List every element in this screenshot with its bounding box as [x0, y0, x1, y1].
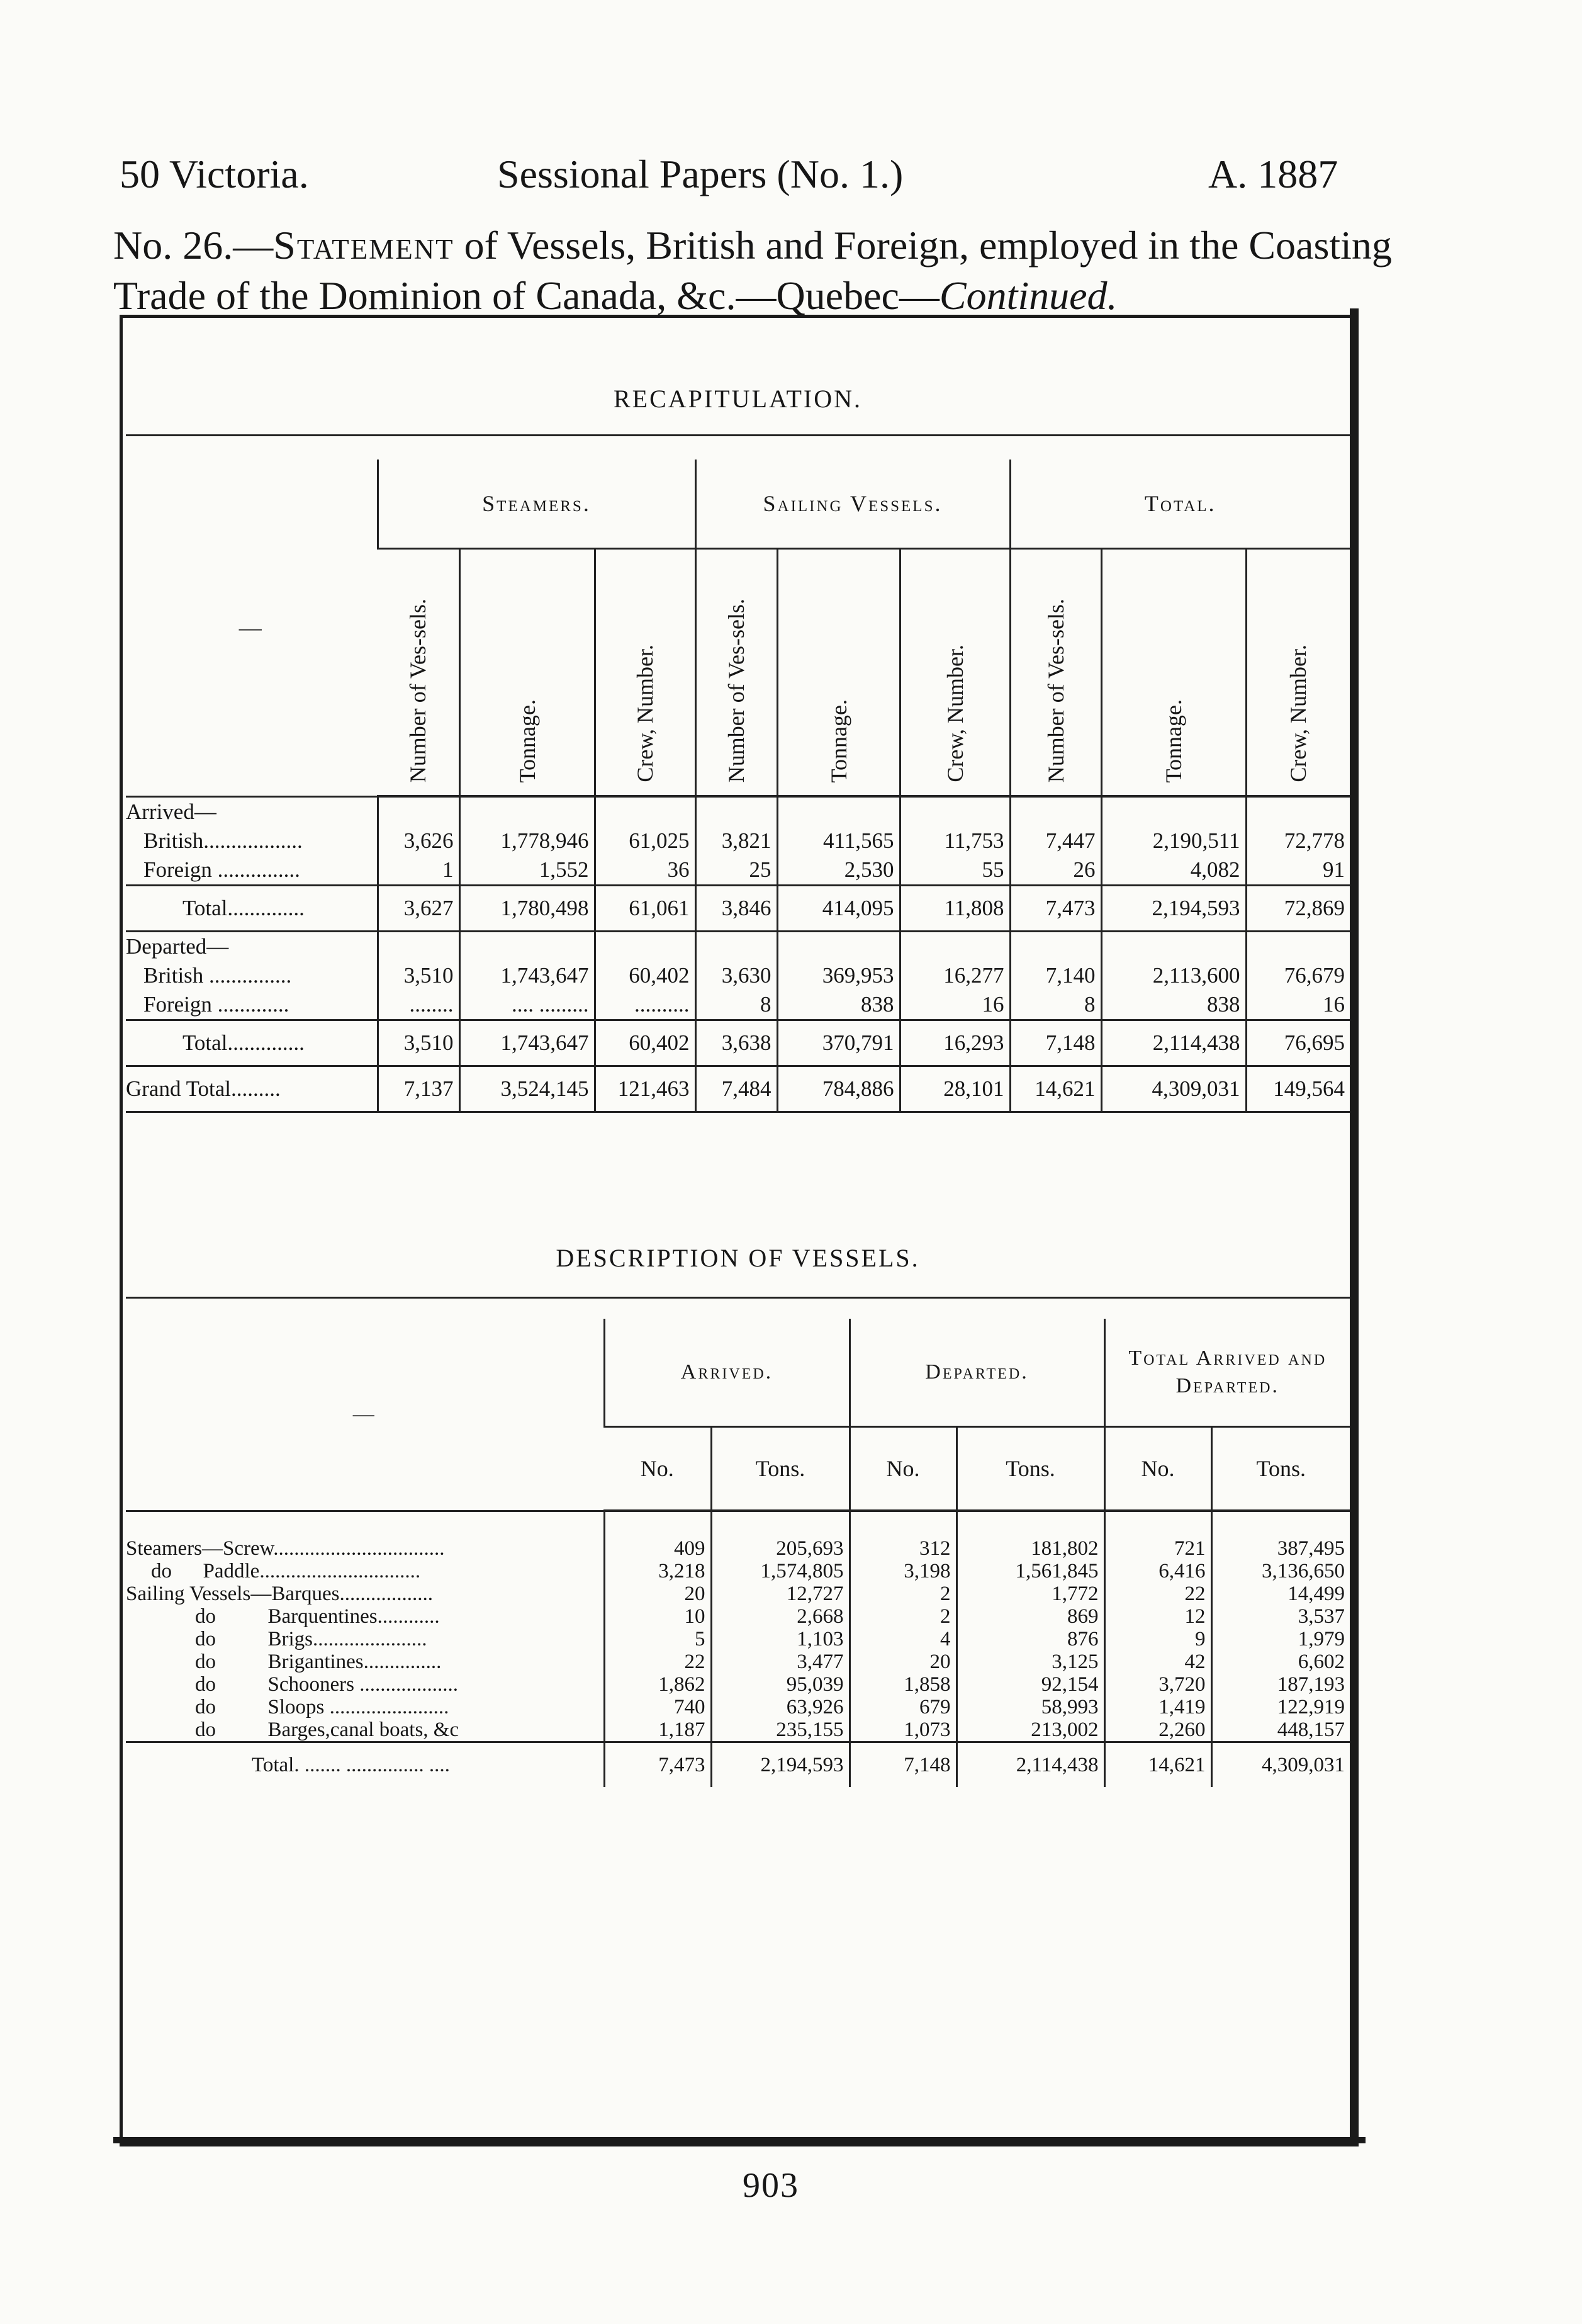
recap-cell: 2,114,438 [1101, 1020, 1246, 1066]
col-sailing-number: Number of Ves-sels. [695, 549, 777, 797]
description-cell: 181,802 [956, 1511, 1104, 1560]
description-row [126, 1605, 1350, 1628]
header-center: Sessional Papers (No. 1.) [497, 152, 904, 196]
recap-cell: 2,113,600 [1101, 961, 1246, 990]
group-sailing-vessels: Sailing Vessels. [695, 460, 1010, 549]
recap-row [126, 1066, 1350, 1112]
description-cell: 22 [604, 1650, 711, 1673]
recap-cell: 1,780,498 [459, 886, 595, 932]
col-steamers-number: Number of Ves-sels. [378, 549, 459, 797]
group-steamers: Steamers. [378, 460, 695, 549]
recap-cell: 3,821 [695, 826, 777, 855]
group-departed: Departed. [850, 1319, 1104, 1427]
recap-row [126, 886, 1350, 932]
description-cell: 387,495 [1211, 1511, 1350, 1560]
col-departed-tons: Tons. [956, 1427, 1104, 1511]
row-label: do Brigantines............... [195, 1650, 442, 1673]
recap-cell [1101, 932, 1246, 962]
description-cell: 409 [604, 1511, 711, 1560]
recap-cell: 414,095 [777, 886, 900, 932]
recap-cell: 60,402 [595, 1020, 695, 1066]
description-cell: 3,198 [850, 1560, 956, 1582]
recap-cell [900, 796, 1010, 826]
recap-cell [595, 796, 695, 826]
description-cell: 2,194,593 [711, 1742, 850, 1788]
recap-cell: 121,463 [595, 1066, 695, 1112]
recap-cell: 55 [900, 855, 1010, 886]
row-label: do Barges,canal boats, &c [195, 1718, 459, 1741]
col-arrived-tons: Tons. [711, 1427, 850, 1511]
title-label: Statement [273, 223, 454, 268]
col-total-no: No. [1104, 1427, 1211, 1511]
recap-cell: 838 [1101, 990, 1246, 1020]
recap-cell: 14,621 [1010, 1066, 1101, 1112]
row-label: Total.............. [126, 886, 378, 932]
recap-caption: RECAPITULATION. [614, 385, 862, 413]
title-text: of Vessels, British and Foreign, employed in the Coasting Trade of the Dominion of Canada, &c.—Quebec— [113, 223, 1392, 318]
description-row [126, 1742, 1350, 1788]
recap-cell: 1,552 [459, 855, 595, 886]
recap-cell: 25 [695, 855, 777, 886]
recap-row [126, 855, 1350, 886]
description-cell: 2,114,438 [956, 1742, 1104, 1788]
description-cell: 7,148 [850, 1742, 956, 1788]
description-cell: 7,473 [604, 1742, 711, 1788]
recap-cell: 370,791 [777, 1020, 900, 1066]
recap-cell: 2,194,593 [1101, 886, 1246, 932]
description-cell: 4,309,031 [1211, 1742, 1350, 1788]
recap-row [126, 1020, 1350, 1066]
description-cell: 92,154 [956, 1673, 1104, 1696]
description-table [126, 1319, 1350, 1787]
recap-row [126, 990, 1350, 1020]
recap-row [126, 932, 1350, 962]
row-label: do Schooners ................... [195, 1673, 458, 1696]
recap-cell: 838 [777, 990, 900, 1020]
recap-cell: 149,564 [1246, 1066, 1350, 1112]
recap-cell: 16 [1246, 990, 1350, 1020]
row-label: Grand Total......... [126, 1066, 378, 1112]
recap-cell: 16,277 [900, 961, 1010, 990]
recap-cell [1010, 932, 1101, 962]
description-cell: 1,073 [850, 1718, 956, 1742]
recap-cell: 91 [1246, 855, 1350, 886]
description-cell: 14,499 [1211, 1582, 1350, 1605]
recap-cell: 8 [1010, 990, 1101, 1020]
recap-cell: 3,627 [378, 886, 459, 932]
recap-cell [1246, 796, 1350, 826]
description-cell: 9 [1104, 1628, 1211, 1650]
description-cell: 10 [604, 1605, 711, 1628]
recap-cell: 72,869 [1246, 886, 1350, 932]
description-cell: 22 [1104, 1582, 1211, 1605]
document-title [113, 220, 1397, 321]
description-cell: 235,155 [711, 1718, 850, 1742]
recap-cell: 16,293 [900, 1020, 1010, 1066]
row-label: Total.............. [126, 1020, 378, 1066]
header-year: A. 1887 [1208, 152, 1338, 196]
row-label: British.................. [143, 828, 303, 853]
row-label: British ............... [143, 963, 292, 988]
group-total: Total. [1010, 460, 1350, 549]
description-row [126, 1511, 1350, 1560]
row-label: Arrived— [126, 799, 216, 824]
description-cell: 14,621 [1104, 1742, 1211, 1788]
recap-cell: 7,447 [1010, 826, 1101, 855]
description-caption: DESCRIPTION OF VESSELS. [556, 1244, 920, 1272]
description-cell: 2,668 [711, 1605, 850, 1628]
description-cell: 3,136,650 [1211, 1560, 1350, 1582]
recap-cell: 4,082 [1101, 855, 1246, 886]
description-cell: 448,157 [1211, 1718, 1350, 1742]
recap-cell: 3,846 [695, 886, 777, 932]
recap-cell: 2,190,511 [1101, 826, 1246, 855]
description-cell: 3,218 [604, 1560, 711, 1582]
description-cell: 1,862 [604, 1673, 711, 1696]
recap-cell [1246, 932, 1350, 962]
recap-cell [378, 796, 459, 826]
recap-cell: 28,101 [900, 1066, 1010, 1112]
recap-cell [777, 796, 900, 826]
description-cell: 95,039 [711, 1673, 850, 1696]
recap-cell: 11,808 [900, 886, 1010, 932]
row-label: do Barquentines............ [195, 1605, 440, 1628]
description-cell: 3,125 [956, 1650, 1104, 1673]
frame-right-edge [1350, 308, 1359, 2146]
title-number: No. 26.— [113, 223, 274, 268]
description-cell: 1,187 [604, 1718, 711, 1742]
description-cell: 63,926 [711, 1696, 850, 1718]
row-label: Foreign ............. [143, 992, 289, 1017]
recap-cell: 7,148 [1010, 1020, 1101, 1066]
recap-cell [1010, 796, 1101, 826]
recap-cell: 1 [378, 855, 459, 886]
description-cell: 740 [604, 1696, 711, 1718]
description-cell: 187,193 [1211, 1673, 1350, 1696]
row-label: do Paddle............................... [151, 1560, 421, 1582]
recap-cell: ........ [378, 990, 459, 1020]
col-steamers-tonnage: Tonnage. [459, 549, 595, 797]
recap-cell: 3,510 [378, 961, 459, 990]
recap-cell [459, 796, 595, 826]
col-departed-no: No. [850, 1427, 956, 1511]
description-cell: 213,002 [956, 1718, 1104, 1742]
description-cell: 3,477 [711, 1650, 850, 1673]
recap-cell [459, 932, 595, 962]
recap-row [126, 826, 1350, 855]
recap-cell: 3,630 [695, 961, 777, 990]
recap-cell: 3,524,145 [459, 1066, 595, 1112]
recap-cell: 76,695 [1246, 1020, 1350, 1066]
description-cell: 12,727 [711, 1582, 850, 1605]
header-session: 50 Victoria. [120, 152, 309, 196]
recap-cell: 11,753 [900, 826, 1010, 855]
description-row [126, 1628, 1350, 1650]
description-row [126, 1718, 1350, 1742]
description-cell: 122,919 [1211, 1696, 1350, 1718]
col-steamers-crew: Crew, Number. [595, 549, 695, 797]
recap-stub-dash: — [126, 460, 378, 796]
col-arrived-no: No. [604, 1427, 711, 1511]
description-cell: 2 [850, 1605, 956, 1628]
description-cell: 679 [850, 1696, 956, 1718]
row-label: Total. ....... ............... .... [126, 1742, 604, 1788]
row-label: do Sloops ....................... [195, 1696, 449, 1718]
recap-rule [126, 434, 1350, 436]
recap-cell: 411,565 [777, 826, 900, 855]
description-cell: 3,537 [1211, 1605, 1350, 1628]
description-row [126, 1582, 1350, 1605]
row-label: do Brigs...................... [195, 1628, 427, 1650]
description-cell: 4 [850, 1628, 956, 1650]
description-row [126, 1673, 1350, 1696]
description-row [126, 1696, 1350, 1718]
recap-cell: 7,484 [695, 1066, 777, 1112]
recap-cell: 3,510 [378, 1020, 459, 1066]
description-cell: 20 [850, 1650, 956, 1673]
frame-bottom-edge [113, 2137, 1366, 2143]
description-cell: 1,561,845 [956, 1560, 1104, 1582]
row-label: Steamers—Screw................................. [126, 1537, 445, 1560]
description-cell: 205,693 [711, 1511, 850, 1560]
recap-cell: 2,530 [777, 855, 900, 886]
recap-cell [378, 932, 459, 962]
col-sailing-crew: Crew, Number. [900, 549, 1010, 797]
recap-cell: 4,309,031 [1101, 1066, 1246, 1112]
description-row [126, 1650, 1350, 1673]
recap-cell: .... ......... [459, 990, 595, 1020]
recap-cell: 1,778,946 [459, 826, 595, 855]
description-cell: 5 [604, 1628, 711, 1650]
description-cell: 1,772 [956, 1582, 1104, 1605]
recap-cell: 1,743,647 [459, 1020, 595, 1066]
description-cell: 58,993 [956, 1696, 1104, 1718]
description-cell: 1,419 [1104, 1696, 1211, 1718]
description-cell: 2,260 [1104, 1718, 1211, 1742]
group-total-arrived-departed: Total Arrived and Departed. [1104, 1319, 1350, 1427]
description-cell: 6,416 [1104, 1560, 1211, 1582]
recap-cell [900, 932, 1010, 962]
recap-cell [595, 932, 695, 962]
row-label: Departed— [126, 934, 229, 959]
page-number: 903 [743, 2166, 799, 2205]
recap-cell: 60,402 [595, 961, 695, 990]
col-total-tonnage: Tonnage. [1101, 549, 1246, 797]
recap-cell: 61,025 [595, 826, 695, 855]
row-label: Sailing Vessels—Barques.................. [126, 1582, 433, 1605]
recap-cell: 3,626 [378, 826, 459, 855]
description-cell: 721 [1104, 1511, 1211, 1560]
recap-cell: 7,137 [378, 1066, 459, 1112]
col-total-number: Number of Ves-sels. [1010, 549, 1101, 797]
group-arrived: Arrived. [604, 1319, 850, 1427]
recap-cell: 369,953 [777, 961, 900, 990]
recap-cell: 26 [1010, 855, 1101, 886]
col-sailing-tonnage: Tonnage. [777, 549, 900, 797]
description-cell: 42 [1104, 1650, 1211, 1673]
recap-cell [777, 932, 900, 962]
row-label: Foreign ............... [143, 857, 300, 882]
description-cell: 869 [956, 1605, 1104, 1628]
description-row [126, 1560, 1350, 1582]
recap-cell: 784,886 [777, 1066, 900, 1112]
recap-row [126, 961, 1350, 990]
description-cell: 312 [850, 1511, 956, 1560]
description-cell: 20 [604, 1582, 711, 1605]
recap-cell: 36 [595, 855, 695, 886]
recap-row [126, 796, 1350, 826]
description-cell: 1,574,805 [711, 1560, 850, 1582]
description-cell: 1,858 [850, 1673, 956, 1696]
recap-cell: 8 [695, 990, 777, 1020]
description-cell: 12 [1104, 1605, 1211, 1628]
title-continued: Continued. [939, 273, 1118, 318]
description-cell: 6,602 [1211, 1650, 1350, 1673]
description-cell: 2 [850, 1582, 956, 1605]
description-rule [126, 1297, 1350, 1299]
col-total-crew: Crew, Number. [1246, 549, 1350, 797]
recap-cell [695, 932, 777, 962]
description-cell: 1,979 [1211, 1628, 1350, 1650]
recap-cell [695, 796, 777, 826]
description-cell: 876 [956, 1628, 1104, 1650]
recap-cell: .......... [595, 990, 695, 1020]
recap-cell [1101, 796, 1246, 826]
description-stub-dash: — [126, 1319, 604, 1511]
recap-cell: 16 [900, 990, 1010, 1020]
recapitulation-table [126, 460, 1350, 1113]
recap-cell: 7,473 [1010, 886, 1101, 932]
description-cell: 1,103 [711, 1628, 850, 1650]
recap-cell: 3,638 [695, 1020, 777, 1066]
recap-cell: 1,743,647 [459, 961, 595, 990]
recap-cell: 7,140 [1010, 961, 1101, 990]
recap-cell: 76,679 [1246, 961, 1350, 990]
recap-cell: 61,061 [595, 886, 695, 932]
recap-cell: 72,778 [1246, 826, 1350, 855]
col-total-tons: Tons. [1211, 1427, 1350, 1511]
description-cell: 3,720 [1104, 1673, 1211, 1696]
